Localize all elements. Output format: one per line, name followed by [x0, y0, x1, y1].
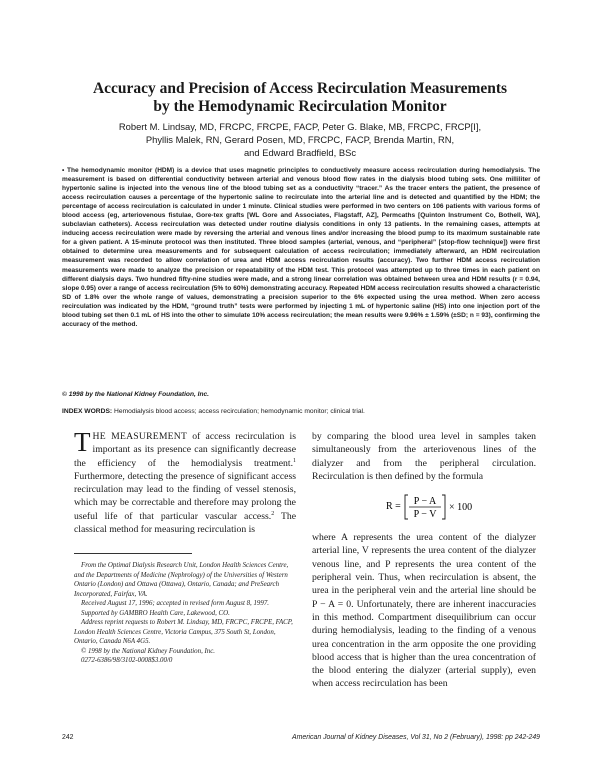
reference-2: 2	[271, 510, 275, 517]
article-title	[60, 80, 540, 116]
recirculation-formula	[312, 489, 536, 523]
page-number: 242	[62, 734, 74, 741]
footnote-support: Supported by GAMBRO Health Care, Lakewood, CO.	[81, 609, 230, 617]
reference-1: 1	[293, 457, 296, 464]
abstract	[62, 166, 540, 329]
title-line-2: by the Hemodynamic Recirculation Monitor	[153, 98, 447, 115]
title-line-1: Accuracy and Precision of Access Recirculation Measurements	[92, 80, 508, 97]
right-paragraph-1: by comparing the blood urea level in samples taken simultaneously from the arteriovenous lines of the dialyzer and from the peripheral circulation. Recirculation is then defined by the formula	[312, 431, 536, 482]
footnote-reprint: Address reprint requests to Robert M. Lindsay, MD, FRCPC, FRCPE, FACP, London Health Sciences Centre, Victoria Campus, 375 South St, London, Ontario, Canada N6A 4G5.	[74, 619, 293, 646]
formula-multiplier: × 100	[449, 502, 473, 514]
index-words-text: Hemodialysis blood access; access recirculation; hemodynamic monitor; clinical trial.	[114, 408, 365, 415]
index-words-label: INDEX WORDS:	[62, 408, 113, 415]
formula-denominator: P − V	[413, 509, 437, 521]
author-line-3: and Edward Bradfield, BSc	[243, 147, 357, 158]
footnote-copyright: © 1998 by the National Kidney Foundation, Inc.	[81, 647, 216, 655]
intro-text: of access recirculation is important as its presence can significantly decrease the efficiency of the hemodialysis treatment.	[74, 431, 297, 469]
right-paragraph-2: where A represents the urea content of the dialyzer arterial line, V represents the urea content of the dialyzer venous line, and P represents the urea content of the peripheral vein. Thus, when recirculation is absent, the urea in the peripheral vein and the arterial line should be P − A = 0. Unfortunately, there are inherent inaccuracies in this method. Compartment disequilibrium can occur during hemodialysis, leading to the finding of a venous urea concentration in the arm opposite the one providing blood access that is higher than the urea concentration of the blood entering the dialyzer (arterial supply), even when access recirculation has been	[312, 532, 536, 690]
intro-paragraph	[74, 427, 297, 536]
journal-citation: American Journal of Kidney Diseases, Vol 31, No 2 (February), 1998: pp 242-249	[292, 734, 540, 741]
abstract-bullet: •	[62, 167, 65, 174]
author-list	[80, 120, 520, 159]
footnote-divider	[74, 553, 192, 554]
page-footer	[62, 734, 540, 746]
author-line-1: Robert M. Lindsay, MD, FRCPC, FRCPE, FACP, Peter G. Blake, MB, FRCPC, FRCP[I],	[118, 121, 482, 132]
footnote-received: Received August 17, 1996; accepted in revised form August 8, 1997.	[81, 600, 269, 608]
drop-cap: T	[74, 427, 91, 457]
body-column-right	[312, 430, 536, 691]
intro-text-2: Furthermore, detecting the presence of significant access recirculation may lead to the finding of vessel stenosis, which may be correctable and therefore may prolong the useful life of that particular vascular access.	[74, 470, 296, 522]
formula-lhs: R =	[386, 501, 401, 513]
lead-in: HE MEASUREMENT	[92, 431, 188, 442]
footnote-affiliation: From the Optimal Dialysis Research Unit, London Health Sciences Centre, and the Departments of Medicine (Nephrology) of the Universities of Western Ontario (London) and Ottawa (Ottawa), Ontario, Canada; and PreSearch Incorporated, Fairfax, VA.	[74, 562, 289, 598]
author-line-2: Phyllis Malek, RN, Gerard Posen, MD, FRCPC, FACP, Brenda Martin, RN,	[145, 134, 455, 145]
footnotes	[74, 561, 296, 666]
footnote-code: 0272-6386/98/3102-0008$3.00/0	[81, 657, 173, 665]
intro-text-3: The classical method for measuring recirculation is	[74, 510, 296, 536]
index-words	[62, 407, 540, 416]
abstract-text: The hemodynamic monitor (HDM) is a device that uses magnetic principles to conductively measure access recirculation during hemodialysis. The measurement is based on differential conductivity between arterial and venous blood flow rates in the dialysis blood tubing sets. One milliliter of hypertonic saline is injected into the venous line of the blood tubing set as a conductivity “tracer.” As the tracer enters the patient, the presence of access recirculation causes a percentage of the hypertonic saline to recirculate into the arterial line and is detected and quantified by the HDM; the percentage of access recirculation is calculated in under 1 minute. Clinical studies were performed in two centers on 106 patients with various forms of blood access (eg, arteriovenous fistulae, Gore-tex grafts [WL Gore and Associates, Flagstaff, AZ], Permcaths [Quinton Instrument Co, Bothell, WA], subclavian catheters). Access recirculation was detected under routine dialysis conditions in only 13 patients. In the remaining cases, attempts at inducing access recirculation were made by reversing the arterial and venous lines and/or increasing the blood pump to its maximum sustainable rate for a given patient. A 15-minute protocol was then instituted. Three blood samples (arterial, venous, and “peripheral” [stop-flow technique]) were first obtained to determine urea measurements and for subsequent calculation of access recirculation; immediately afterward, an HDM recirculation measurement was recorded to allow correlation of urea and HDM access recirculation results (accuracy). Two further HDM access recirculation measurements were made to analyze the precision or repeatability of the HDM test. This protocol was attempted up to three times in each patient on different dialysis days. Two hundred fifty-nine studies were made, and a strong linear correlation was obtained between urea and HDM results (r = 0.94, slope 0.95) over a range of access recirculation (5% to 60%) demonstrating accuracy. Repeated HDM access recirculation results showed a characteristic SD of 1.8% over the whole range of values, demonstrating a precision superior to the 6% expected using the urea method. When zero access recirculation was indicated by the HDM, “ground truth” tests were performed by injecting 1 mL of hypertonic saline (HS) into one injection port of the blood tubing set then 0.1 mL of HS into the other to simulate 10% access recirculation; the mean results were 9.96% ± 1.59% (±SD; n = 93), confirming the accuracy of the method.	[62, 167, 540, 328]
formula-left-bracket	[405, 495, 408, 519]
abstract-copyright: © 1998 by the National Kidney Foundation, Inc.	[62, 391, 210, 398]
body-column-left	[74, 427, 297, 536]
formula-numerator: P − A	[413, 496, 437, 508]
formula-right-bracket	[442, 495, 445, 519]
